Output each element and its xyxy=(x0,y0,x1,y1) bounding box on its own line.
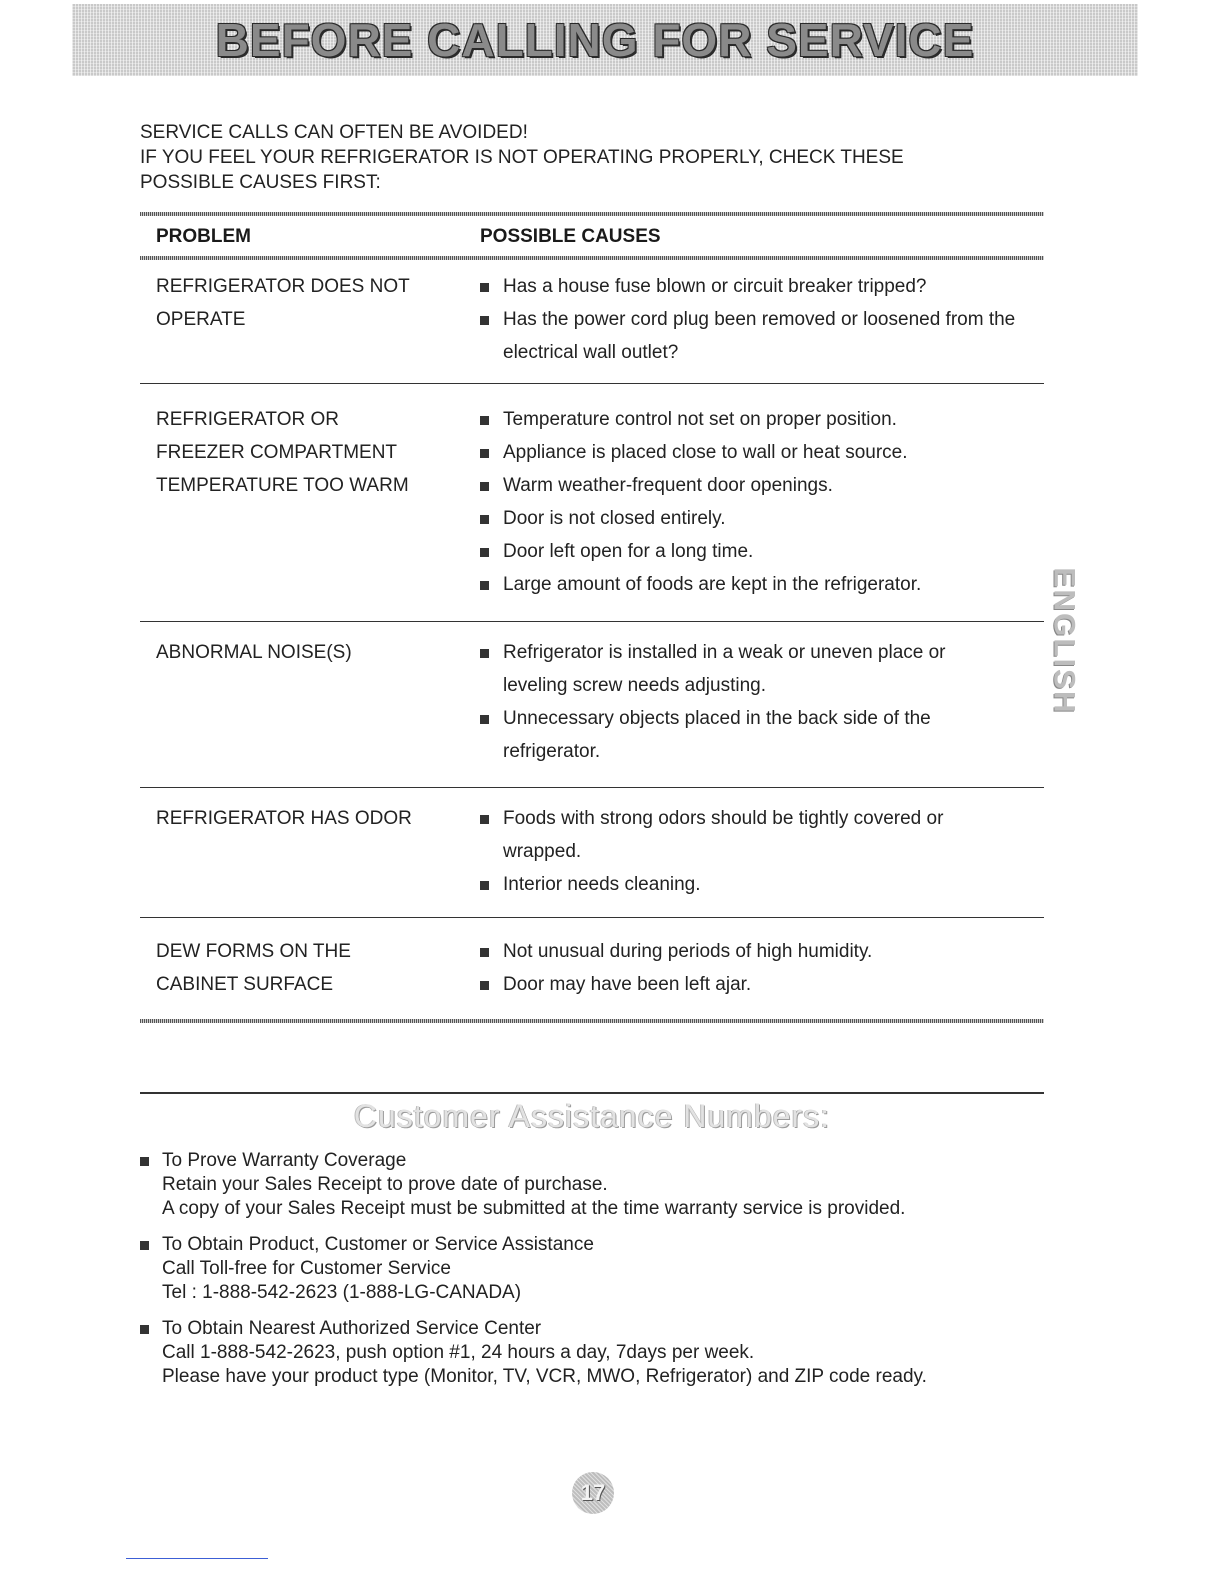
row-divider xyxy=(140,787,1044,788)
assistance-heading xyxy=(140,1233,1040,1257)
bullet-icon xyxy=(140,1325,149,1334)
cause-text: Interior needs cleaning. xyxy=(503,874,701,895)
problem-text: REFRIGERATOR HAS ODOR xyxy=(156,808,412,829)
bullet-icon xyxy=(140,1157,149,1166)
cause-text: Has the power cord plug been removed or loosened from the electrical wall outlet? xyxy=(503,309,1016,363)
cause-item xyxy=(478,469,1038,502)
assistance-line: Call Toll-free for Customer Service xyxy=(162,1258,451,1279)
footer-link-underline xyxy=(126,1558,268,1559)
page-title: BEFORE CALLING FOR SERVICE xyxy=(215,14,975,66)
assistance-heading-text: To Prove Warranty Coverage xyxy=(162,1150,407,1171)
table-row-problem xyxy=(156,270,466,336)
table-row-problem xyxy=(156,935,466,1001)
bullet-icon xyxy=(480,449,489,458)
table-row-causes xyxy=(478,403,1038,601)
assistance-line: Please have your product type (Monitor, TV, VCR, MWO, Refrigerator) and ZIP code ready. xyxy=(162,1366,927,1387)
intro-line: POSSIBLE CAUSES FIRST: xyxy=(140,172,381,193)
intro-text xyxy=(140,120,1040,195)
problem-text: REFRIGERATOR OR xyxy=(156,409,339,430)
bullet-icon xyxy=(480,649,489,658)
cause-item xyxy=(478,436,1038,469)
bullet-icon xyxy=(480,482,489,491)
bullet-icon xyxy=(480,515,489,524)
problem-text: REFRIGERATOR DOES NOT xyxy=(156,276,410,297)
column-header-causes: POSSIBLE CAUSES xyxy=(480,226,661,247)
row-divider xyxy=(140,917,1044,918)
assistance-heading-text: To Obtain Product, Customer or Service Assistance xyxy=(162,1234,594,1255)
table-row-problem xyxy=(156,403,466,502)
problem-text: DEW FORMS ON THE xyxy=(156,941,351,962)
table-row-problem xyxy=(156,636,466,669)
cause-item xyxy=(478,636,978,702)
cause-text: Foods with strong odors should be tightly covered or wrapped. xyxy=(503,808,944,862)
cause-item xyxy=(478,802,988,868)
table-top-rule xyxy=(140,212,1044,216)
cause-item xyxy=(478,568,1038,601)
cause-text: Not unusual during periods of high humidity. xyxy=(503,941,873,962)
cause-text: Unnecessary objects placed in the back side of the refrigerator. xyxy=(503,708,931,762)
title-banner xyxy=(72,4,1138,76)
cause-text: Refrigerator is installed in a weak or uneven place or leveling screw needs adjusting. xyxy=(503,642,946,696)
cause-text: Door may have been left ajar. xyxy=(503,974,752,995)
problem-text: CABINET SURFACE xyxy=(156,974,334,995)
bullet-icon xyxy=(140,1241,149,1250)
cause-item xyxy=(478,935,1038,968)
cause-item xyxy=(478,270,1038,303)
cause-item xyxy=(478,968,1038,1001)
bullet-icon xyxy=(480,715,489,724)
bullet-icon xyxy=(480,283,489,292)
table-row-causes xyxy=(478,802,988,901)
assistance-line: Tel : 1-888-542-2623 (1-888-LG-CANADA) xyxy=(162,1282,522,1303)
problem-text: FREEZER COMPARTMENT xyxy=(156,442,398,463)
assistance-heading xyxy=(140,1149,1040,1173)
table-row-problem xyxy=(156,802,466,835)
cause-item xyxy=(478,535,1038,568)
cause-text: Door left open for a long time. xyxy=(503,541,754,562)
bullet-icon xyxy=(480,416,489,425)
assistance-item xyxy=(140,1317,1040,1389)
assistance-line: Call 1-888-542-2623, push option #1, 24 hours a day, 7days per week. xyxy=(162,1342,755,1363)
cause-text: Has a house fuse blown or circuit breaker tripped? xyxy=(503,276,927,297)
assistance-heading-text: To Obtain Nearest Authorized Service Center xyxy=(162,1318,542,1339)
cause-text: Warm weather-frequent door openings. xyxy=(503,475,833,496)
row-divider xyxy=(140,383,1044,384)
table-row-causes xyxy=(478,270,1038,369)
language-label: ENGLISH xyxy=(1048,567,1082,715)
cause-item xyxy=(478,702,978,768)
table-bottom-rule xyxy=(140,1019,1044,1023)
page-number: 17 xyxy=(572,1472,614,1514)
cause-item xyxy=(478,303,1038,369)
bullet-icon xyxy=(480,581,489,590)
cause-item xyxy=(478,868,988,901)
bullet-icon xyxy=(480,815,489,824)
cause-text: Temperature control not set on proper position. xyxy=(503,409,897,430)
row-divider xyxy=(140,621,1044,622)
assistance-heading xyxy=(140,1317,1040,1341)
language-side-tab xyxy=(1046,546,1082,736)
cause-item xyxy=(478,403,1038,436)
column-header-problem: PROBLEM xyxy=(156,226,251,247)
problem-text: ABNORMAL NOISE(S) xyxy=(156,642,352,663)
assistance-item xyxy=(140,1233,1040,1305)
bullet-icon xyxy=(480,948,489,957)
assistance-rule xyxy=(140,1092,1044,1094)
assistance-line: A copy of your Sales Receipt must be submitted at the time warranty service is provided. xyxy=(162,1198,906,1219)
table-header-rule xyxy=(140,256,1044,260)
cause-text: Door is not closed entirely. xyxy=(503,508,726,529)
cause-item xyxy=(478,502,1038,535)
assistance-item xyxy=(140,1149,1040,1221)
intro-line: SERVICE CALLS CAN OFTEN BE AVOIDED! xyxy=(140,122,528,143)
cause-text: Large amount of foods are kept in the refrigerator. xyxy=(503,574,922,595)
assistance-line: Retain your Sales Receipt to prove date of purchase. xyxy=(162,1174,608,1195)
assistance-title: Customer Assistance Numbers: xyxy=(353,1098,831,1134)
table-row-causes xyxy=(478,935,1038,1001)
intro-line: IF YOU FEEL YOUR REFRIGERATOR IS NOT OPERATING PROPERLY, CHECK THESE xyxy=(140,147,904,168)
problem-text: OPERATE xyxy=(156,309,246,330)
table-row-causes xyxy=(478,636,978,768)
problem-text: TEMPERATURE TOO WARM xyxy=(156,475,409,496)
bullet-icon xyxy=(480,316,489,325)
bullet-icon xyxy=(480,881,489,890)
cause-text: Appliance is placed close to wall or heat source. xyxy=(503,442,908,463)
bullet-icon xyxy=(480,981,489,990)
bullet-icon xyxy=(480,548,489,557)
